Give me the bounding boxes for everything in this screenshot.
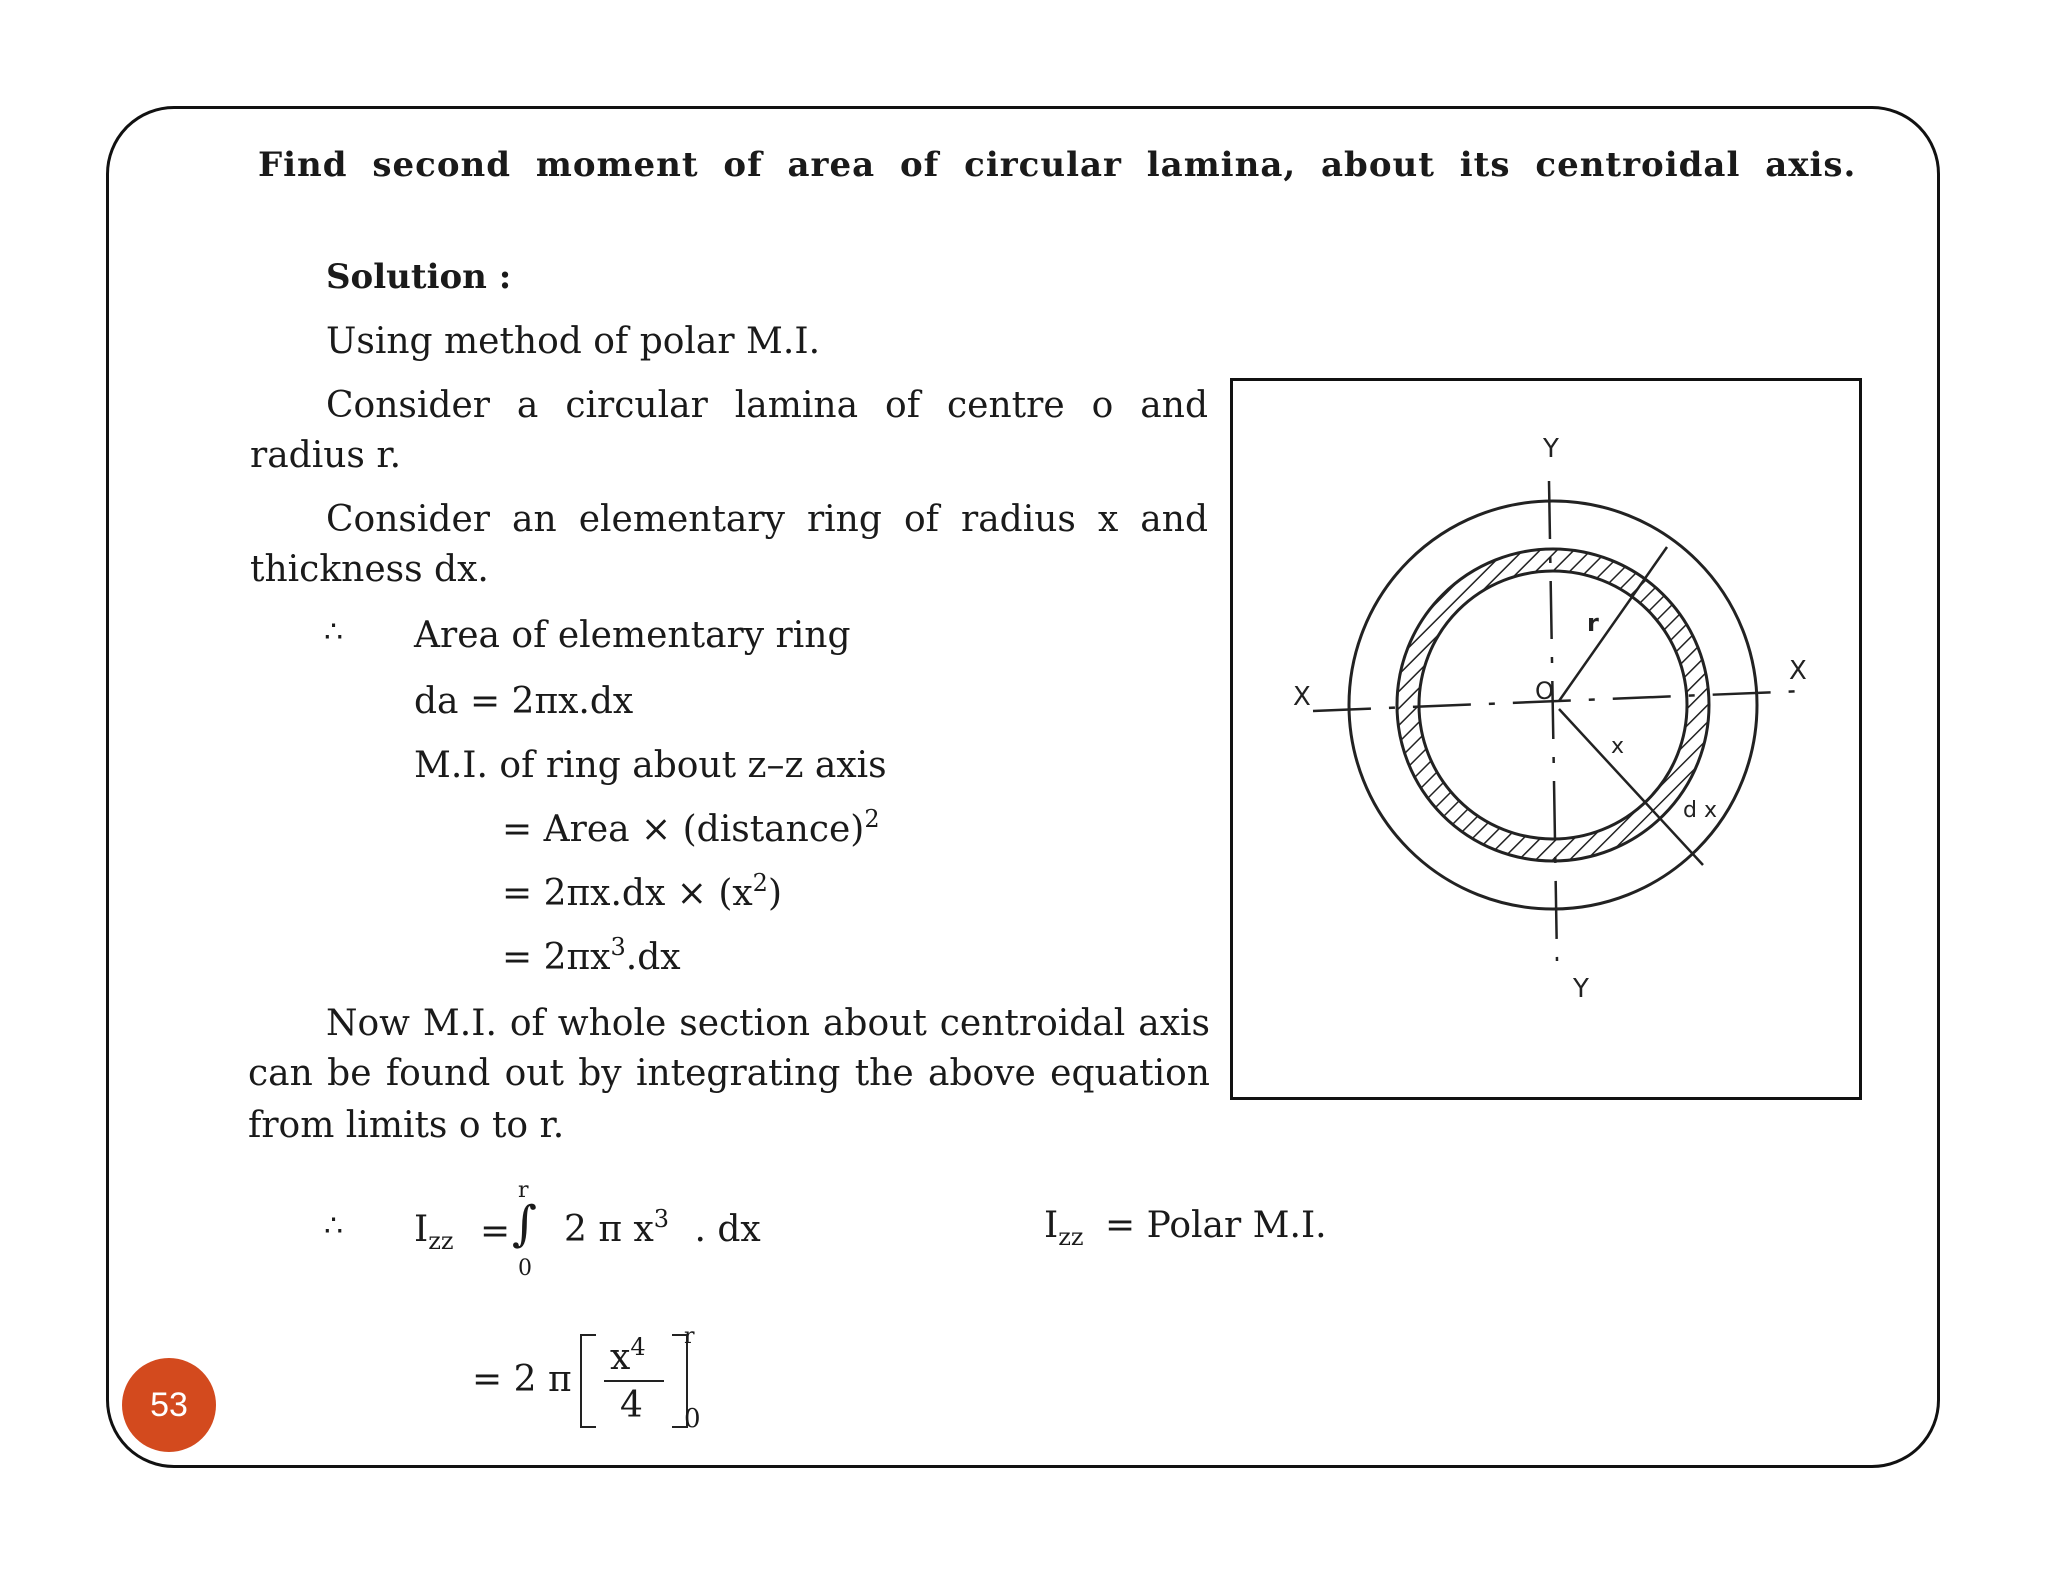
equation-step1 — [502, 805, 880, 850]
integral-sign: ∫ — [512, 1196, 538, 1252]
x-right-label: X — [1789, 656, 1807, 686]
consider-lamina-line2: radius r. — [250, 435, 402, 476]
integral-lower-limit: 0 — [518, 1256, 532, 1281]
integrand-text: 2 π x — [564, 1209, 654, 1250]
numerator-exponent: 4 — [630, 1333, 646, 1361]
note-i-letter: I — [1044, 1205, 1059, 1246]
consider-ring-line1: Consider an elementary ring of radius x and — [326, 499, 1208, 540]
result-upper-limit: r — [684, 1324, 695, 1349]
lamina-diagram — [1233, 381, 1859, 1097]
step3-exponent: 3 — [610, 933, 626, 961]
result-prefix: = 2 π — [472, 1359, 572, 1400]
now-line1: Now M.I. of whole section about centroidal axis — [326, 1003, 1210, 1044]
solution-heading: Solution : — [326, 257, 512, 297]
step2-text: = 2πx.dx × (x — [502, 873, 753, 914]
y-bottom-label: Y — [1573, 974, 1589, 1004]
area-label: Area of elementary ring — [414, 615, 851, 656]
integral-upper-limit: r — [518, 1178, 529, 1203]
numerator-x: x — [610, 1337, 631, 1378]
page-number-badge: 53 — [122, 1358, 216, 1452]
left-bracket — [580, 1334, 596, 1428]
result-lower-limit: 0 — [684, 1404, 701, 1434]
now-line3: from limits o to r. — [248, 1105, 565, 1146]
note-text: = Polar M.I. — [1104, 1205, 1327, 1246]
result-denominator: 4 — [620, 1385, 643, 1426]
note-subscript: zz — [1058, 1223, 1084, 1251]
circular-lamina-figure — [1230, 378, 1862, 1100]
consider-ring-line2: thickness dx. — [250, 549, 489, 590]
integral-equals: = — [480, 1211, 511, 1252]
polar-mi-note — [1044, 1205, 1327, 1251]
step2-suffix: ) — [767, 873, 782, 914]
centre-o-label: O — [1535, 677, 1554, 705]
problem-title: Find second moment of area of circular lamina, about its centroidal axis. — [258, 145, 1857, 185]
result-numerator — [610, 1333, 646, 1378]
thickness-dx-label: d x — [1683, 798, 1717, 823]
therefore-symbol-2: ∴ — [324, 1209, 344, 1244]
step3-suffix: .dx — [625, 937, 681, 978]
mi-ring-label: M.I. of ring about z–z axis — [414, 745, 887, 786]
da-equation: da = 2πx.dx — [414, 681, 634, 722]
step2-exponent: 2 — [752, 869, 768, 897]
fraction-bar — [604, 1380, 664, 1382]
y-top-label: Y — [1543, 434, 1559, 464]
equation-step3 — [502, 933, 681, 978]
izz-subscript: zz — [428, 1227, 454, 1255]
consider-lamina-line1: Consider a circular lamina of centre o and — [326, 385, 1208, 426]
integral-lhs — [414, 1209, 454, 1255]
method-line: Using method of polar M.I. — [326, 321, 821, 362]
integrand-dx: . dx — [694, 1209, 761, 1250]
integrand-exponent: 3 — [653, 1205, 670, 1233]
step1-exponent: 2 — [864, 805, 880, 833]
integrand — [564, 1205, 761, 1250]
therefore-symbol: ∴ — [324, 615, 344, 650]
step1-text: = Area × (distance) — [502, 809, 865, 850]
now-line2: can be found out by integrating the above equation — [248, 1053, 1210, 1094]
radius-r-label: r — [1587, 609, 1599, 637]
izz-letter: I — [414, 1209, 429, 1250]
radius-x-label: x — [1611, 734, 1625, 759]
step3-text: = 2πx — [502, 937, 611, 978]
x-left-label: X — [1293, 682, 1311, 712]
equation-step2 — [502, 869, 782, 914]
